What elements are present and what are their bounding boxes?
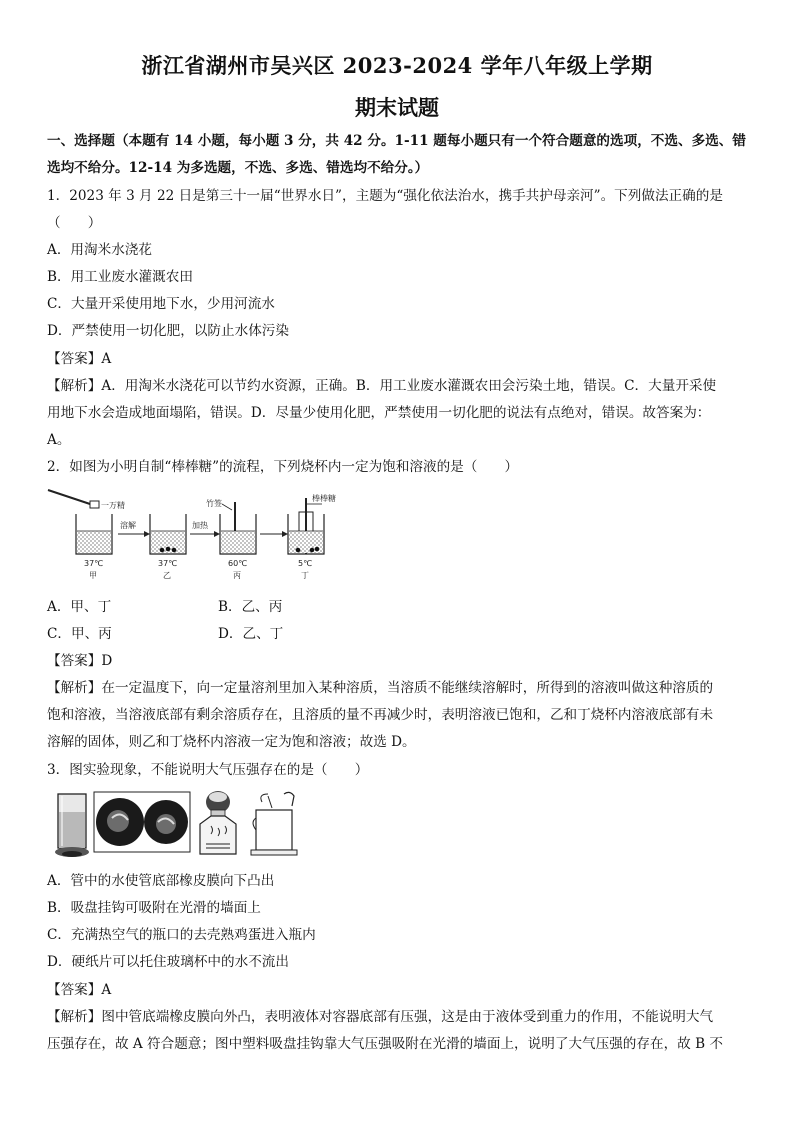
label-wanjin: 一万精 [101, 501, 125, 510]
temp-jia: 37℃ [84, 559, 104, 568]
q3-analysis-line2: 压强存在，故 A 符合题意；图中塑料吸盘挂钩靠大气压强吸附在光滑的墙面上，说明了大气压强的存在，故 B 不 [47, 1036, 723, 1052]
name-jia: 甲 [89, 571, 97, 580]
label-bangbangtang: 棒棒糖 [312, 494, 336, 503]
temp-yi: 37℃ [158, 559, 178, 568]
q2-figure-lollipop-process [46, 484, 346, 584]
q1-answer: 【答案】A [47, 351, 112, 367]
q2-analysis-line3: 溶解的固体，则乙和丁烧杯内溶液一定为饱和溶液；故选 D。 [47, 734, 416, 750]
q2-stem: 2．如图为小明自制“棒棒糖”的流程，下列烧杯内一定为饱和溶液的是（ ） [47, 459, 519, 475]
page-subtitle: 期末试题 [355, 95, 439, 120]
page-title: 浙江省湖州市吴兴区 2023-2024 学年八年级上学期 [141, 53, 653, 78]
label-zhuqian: 竹签 [206, 499, 222, 508]
q2-option-b: B．乙、丙 [218, 599, 283, 615]
q2-option-c: C．甲、丙 [47, 626, 112, 642]
beaker-yi [150, 514, 186, 554]
name-ding: 丁 [301, 571, 309, 580]
q1-option-b: B．用工业废水灌溉农田 [47, 269, 193, 285]
q3-answer: 【答案】A [47, 982, 112, 998]
q3-option-b: B．吸盘挂钩可吸附在光滑的墙面上 [47, 900, 261, 916]
section-heading-line1: 一、选择题（本题有 14 小题，每小题 3 分，共 42 分。1-11 题每小题只有一个符合题意的选项，不选、多选、错 [47, 133, 746, 149]
q1-option-d: D．严禁使用一切化肥，以防止水体污染 [47, 323, 289, 339]
label-rongjie: 溶解 [120, 521, 136, 530]
q3-option-a: A．管中的水使管底部橡皮膜向下凸出 [47, 873, 275, 889]
q3-option-c: C．充满热空气的瓶口的去壳熟鸡蛋进入瓶内 [47, 927, 316, 943]
q2-analysis-line2: 饱和溶液，当溶液底部有剩余溶质存在，且溶质的量不再减少时，表明溶液已饱和，乙和丁烧杯内溶液底部有未 [47, 707, 714, 723]
beaker-bing [206, 498, 256, 554]
label-jiare: 加热 [192, 521, 208, 530]
glass-card-image [251, 792, 297, 855]
q1-analysis-line3: A。 [47, 432, 71, 448]
suction-cup-image [94, 792, 190, 852]
section-heading-line2: 选均不给分。12-14 为多选题，不选、多选、错选均不给分。） [47, 160, 429, 176]
temp-ding: 5℃ [298, 559, 313, 568]
q1-stem-bracket: （ ） [47, 215, 102, 231]
q3-figure-experiments [48, 788, 310, 864]
q1-option-c: C．大量开采使用地下水，少用河流水 [47, 296, 275, 312]
tube-membrane-image [55, 794, 89, 857]
name-yi: 乙 [163, 571, 171, 580]
q1-stem: 1．2023 年 3 月 22 日是第三十一届“世界水日”，主题为“强化依法治水，携手共护母亲河”。下列做法正确的是 [47, 188, 723, 204]
q2-answer: 【答案】D [47, 653, 113, 669]
beaker-ding [288, 493, 336, 554]
q2-option-a: A．甲、丁 [47, 599, 112, 615]
q3-stem: 3．图实验现象，不能说明大气压强存在的是（ ） [47, 762, 369, 778]
beaker-jia [76, 514, 112, 554]
temp-bing: 60℃ [228, 559, 248, 568]
q1-option-a: A．用淘米水浇花 [47, 242, 152, 258]
q2-analysis-line1: 【解析】在一定温度下，向一定量溶剂里加入某种溶质，当溶质不能继续溶解时，所得到的溶液叫做这种溶质的 [47, 680, 714, 696]
q1-analysis-line1: 【解析】A．用淘米水浇花可以节约水资源，正确。B．用工业废水灌溉农田会污染土地，错误。C．大量开采使 [47, 378, 717, 394]
q3-analysis-line1: 【解析】图中管底端橡皮膜向外凸，表明液体对容器底部有压强，这是由于液体受到重力的作用，不能说明大气 [47, 1009, 714, 1025]
q3-option-d: D．硬纸片可以托住玻璃杯中的水不流出 [47, 954, 289, 970]
bottle-egg-image [200, 791, 236, 854]
name-bing: 丙 [233, 571, 241, 580]
q1-analysis-line2: 用地下水会造成地面塌陷，错误。D．尽量少使用化肥，严禁使用一切化肥的说法有点绝对，错误。故答案为： [47, 405, 711, 421]
q2-option-d: D．乙、丁 [218, 626, 284, 642]
